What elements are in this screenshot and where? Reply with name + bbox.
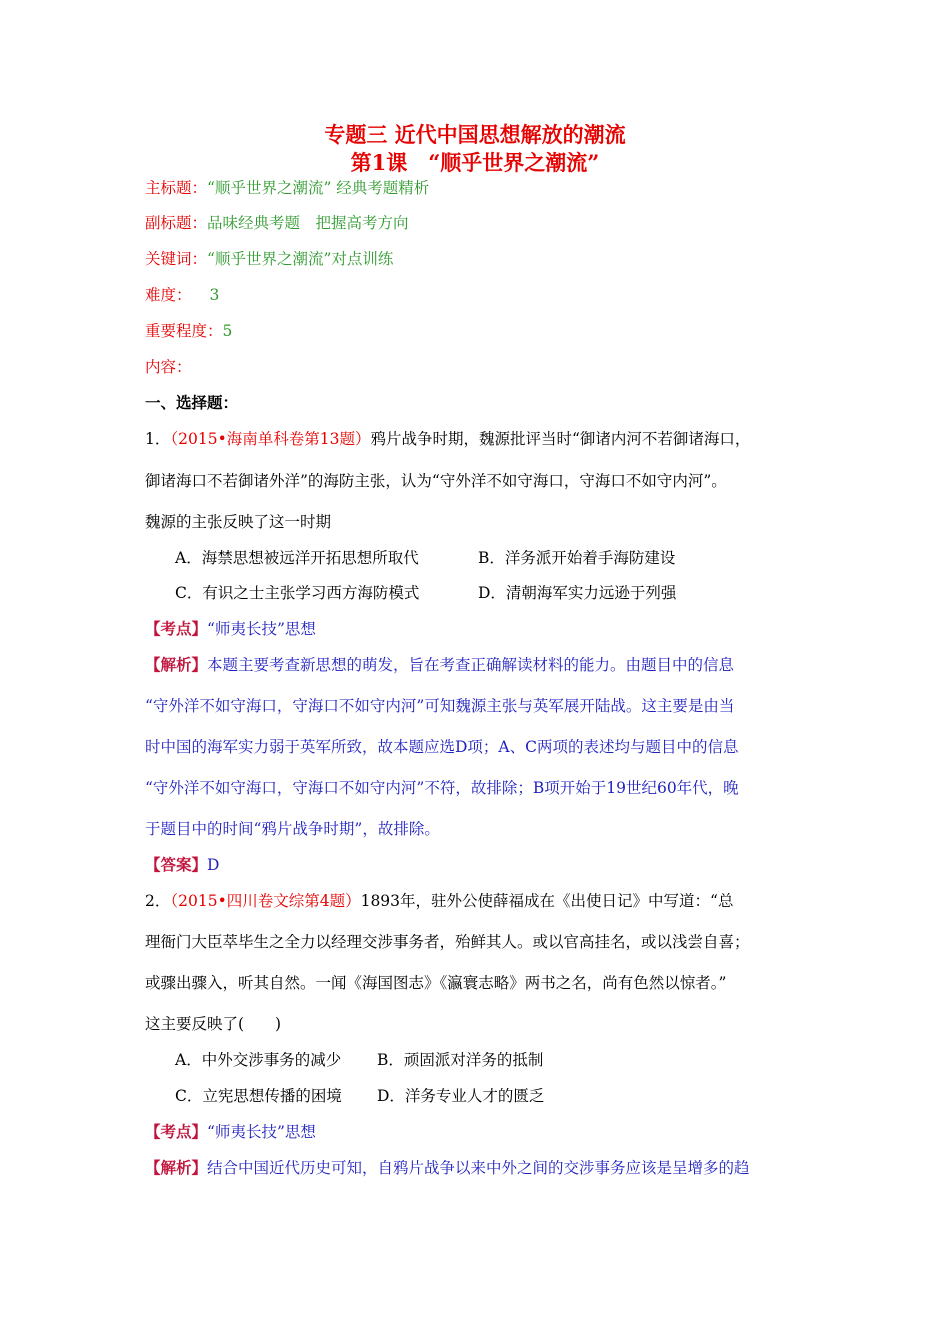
q1-stem-line1 [145,428,750,450]
content-row [145,356,192,378]
subtitle-value: 品味经典考题 把握高考方向 [207,214,409,232]
content-label: 内容： [145,358,192,376]
section-heading: 一、选择题： [145,393,239,412]
q1-stem-line2: 御诸海口不若御诸外洋”的海防主张，认为“守外洋不如守海口，守海口不如守内河”。 [145,472,727,490]
q1-answer-tag: 【答案】 [145,855,208,874]
q1-option-a: A．海禁思想被远洋开拓思想所取代 [175,549,419,567]
q2-kaodian-row [145,1121,316,1143]
document-title: 专题三 近代中国思想解放的潮流 [324,122,626,147]
q1-jiexi-tag: 【解析】 [145,655,208,674]
q2-option-c: C．立宪思想传播的困境 [175,1087,342,1105]
q1-kaodian-row [145,618,316,640]
q2-stem-line1 [145,890,733,912]
importance-label: 重要程度： [145,322,223,340]
q1-stem-line3: 魏源的主张反映了这一时期 [145,513,332,531]
importance-value: 5 [222,322,233,340]
subtitle-row [145,212,409,234]
subtitle-label: 副标题： [145,214,208,232]
q1-option-c: C．有识之士主张学习西方海防模式 [175,584,420,602]
q1-kaodian-tag: 【考点】 [145,619,208,638]
q2-kaodian-tag: 【考点】 [145,1122,208,1141]
q1-jiexi-line3: 时中国的海军实力弱于英军所致，故本题应选D项；A、C两项的表述均与题目中的信息 [145,738,739,756]
q2-number: 2． [145,892,171,910]
q2-jiexi-tag: 【解析】 [145,1158,208,1177]
q1-jiexi-line1 [145,654,810,676]
keywords-label: 关键词： [145,250,208,268]
difficulty-label: 难度： [145,286,192,304]
q1-number: 1． [145,430,171,448]
q2-kaodian-text: “师夷长技”思想 [207,1123,316,1141]
q2-jiexi-line1 [145,1157,810,1179]
lesson-title: 第1课 “顺乎世界之潮流” [350,150,600,175]
q2-stem-line3: 或骤出骤入，听其自然。一闻《海国图志》《瀛寰志略》两书之名，尚有色然以惊者。” [145,974,727,992]
keywords-row [145,248,393,270]
q1-jiexi-text1: 本题主要考查新思想的萌发，旨在考查正确解读材料的能力。由题目中的信息 [207,656,735,674]
main-title-row [145,177,429,199]
q1-option-b: B．洋务派开始着手海防建设 [478,549,676,567]
q1-answer-row [145,854,219,876]
main-title-value: “顺乎世界之潮流” 经典考题精析 [207,179,430,197]
q1-stem-text1: 鸦片战争时期，魏源批评当时“御诸内河不若御诸海口， [370,430,751,448]
q1-jiexi-line5: 于题目中的时间“鸦片战争时期”，故排除。 [145,820,440,838]
difficulty-value: 3 [209,286,220,304]
main-title-label: 主标题： [145,179,208,197]
keywords-value: “顺乎世界之潮流”对点训练 [207,250,394,268]
q1-jiexi-line4: “守外洋不如守海口，守海口不如守内河”不符，故排除；B项开始于19世纪60年代，晚 [145,779,739,797]
q2-stem-text1: 1893年，驻外公使薛福成在《出使日记》中写道：“总 [360,892,734,910]
q1-kaodian-text: “师夷长技”思想 [207,620,316,638]
q2-stem-line2: 理衙门大臣萃毕生之全力以经理交涉事务者，殆鲜其人。或以官高挂名，或以浅尝自喜； [145,933,750,951]
q2-stem-line4: 这主要反映了( ) [145,1015,282,1033]
q1-jiexi-line2: “守外洋不如守海口，守海口不如守内河”可知魏源主张与英军展开陆战。这主要是由当 [145,697,735,715]
q2-option-d: D．洋务专业人才的匮乏 [377,1087,545,1105]
q2-option-b: B．顽固派对洋务的抵制 [377,1051,544,1069]
q1-answer-value: D [207,856,220,874]
q1-option-d: D．清朝海军实力远逊于列强 [478,584,677,602]
q1-source: （2015•海南单科卷第13题） [170,430,371,448]
q2-option-a: A．中外交涉事务的减少 [175,1051,342,1069]
q2-source: （2015•四川卷文综第4题） [170,892,361,910]
difficulty-row [145,284,219,306]
importance-row [145,320,232,342]
q2-jiexi-text1: 结合中国近代历史可知，自鸦片战争以来中外之间的交涉事务应该是呈增多的趋 [207,1159,750,1177]
